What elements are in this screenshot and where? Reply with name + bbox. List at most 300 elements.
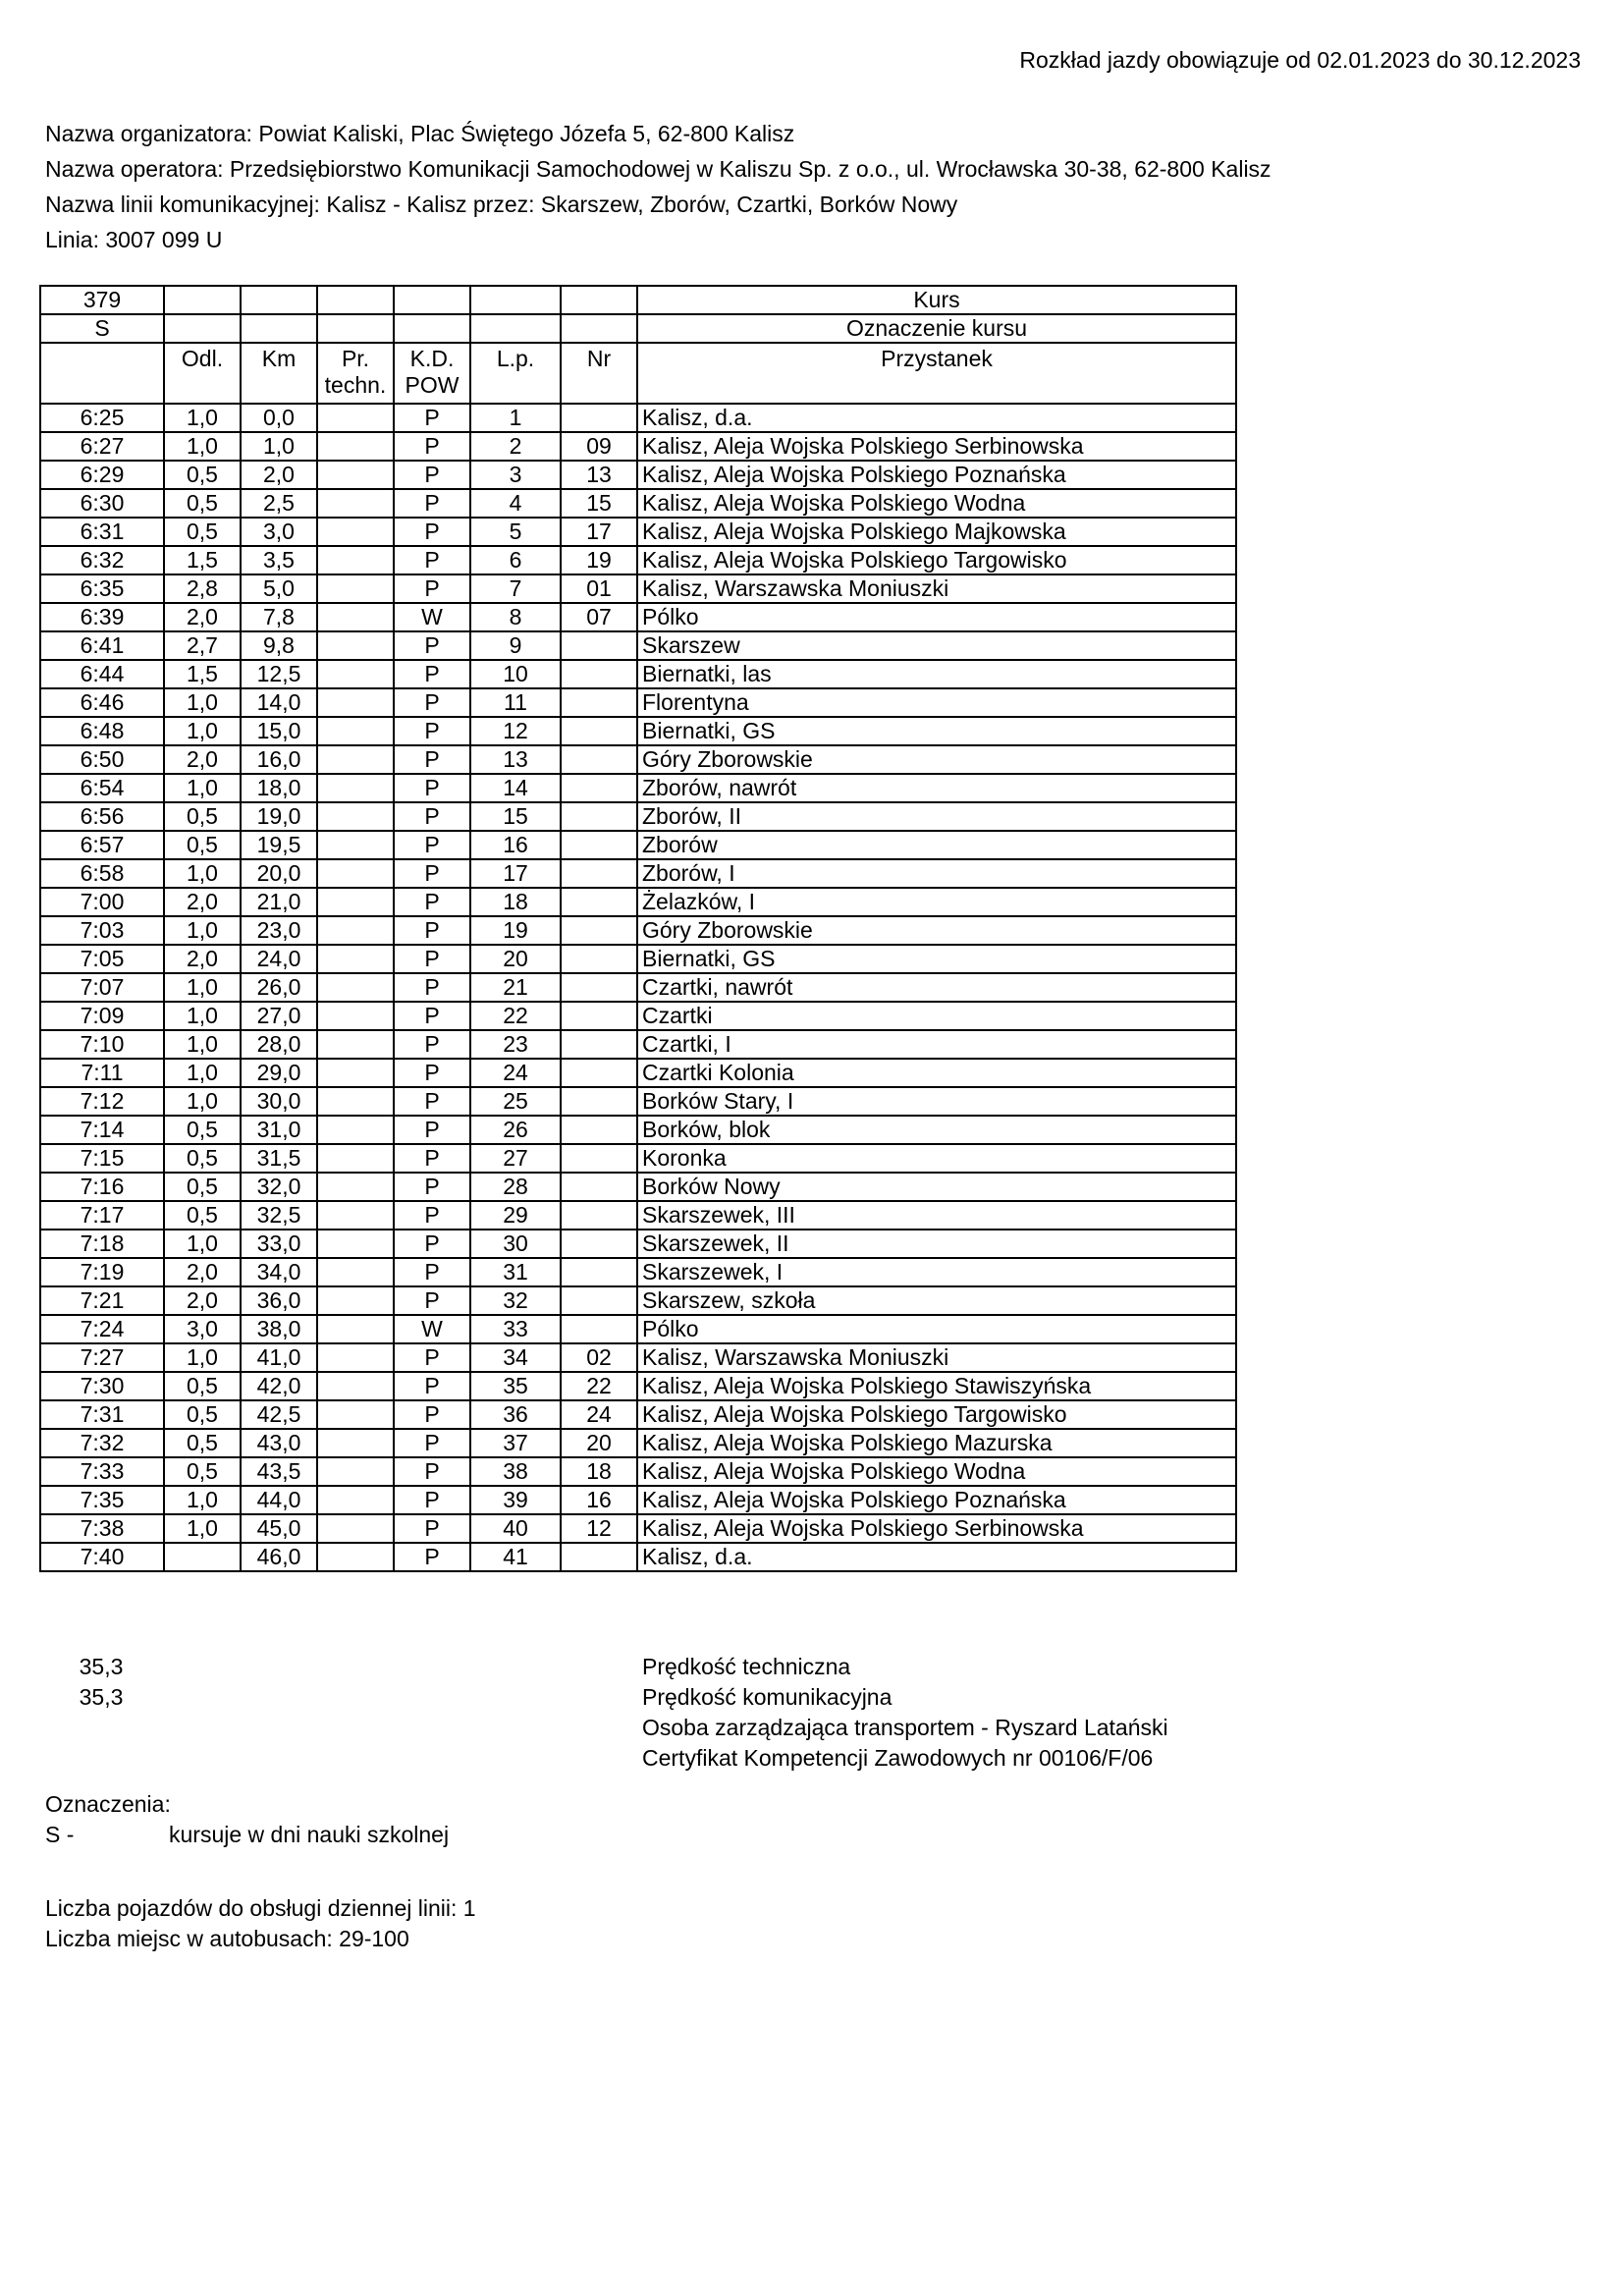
cell-stop: Żelazków, I bbox=[637, 888, 1236, 916]
cell-time: 7:12 bbox=[40, 1087, 164, 1116]
cell-lp: 10 bbox=[470, 660, 561, 688]
cell-nr: 02 bbox=[561, 1343, 637, 1372]
cell-time: 7:31 bbox=[40, 1400, 164, 1429]
cell-odl: 0,5 bbox=[164, 831, 241, 859]
cell-stop: Borków Stary, I bbox=[637, 1087, 1236, 1116]
certificate: Certyfikat Kompetencji Zawodowych nr 00106/F/06 bbox=[642, 1745, 1154, 1771]
cell-stop: Kalisz, Aleja Wojska Polskiego Serbinowska bbox=[637, 432, 1236, 461]
cell-pr-techn bbox=[317, 688, 394, 717]
cell-time: 7:18 bbox=[40, 1230, 164, 1258]
col-header-przystanek: Przystanek bbox=[637, 343, 1236, 404]
cell-time: 6:44 bbox=[40, 660, 164, 688]
cell-pr-techn bbox=[317, 1315, 394, 1343]
cell-nr: 01 bbox=[561, 574, 637, 603]
cell-lp: 17 bbox=[470, 859, 561, 888]
cell-odl: 0,5 bbox=[164, 1400, 241, 1429]
cell-kd-pow: P bbox=[394, 1457, 470, 1486]
cell-pr-techn bbox=[317, 1457, 394, 1486]
cell-time: 7:32 bbox=[40, 1429, 164, 1457]
cell-km: 43,5 bbox=[241, 1457, 317, 1486]
cell-stop: Zborów, I bbox=[637, 859, 1236, 888]
col-header-pr-techn: Pr. techn. bbox=[317, 343, 394, 404]
cell-odl: 0,5 bbox=[164, 1173, 241, 1201]
cell-odl: 1,0 bbox=[164, 1514, 241, 1543]
cell-nr bbox=[561, 631, 637, 660]
cell-odl: 1,0 bbox=[164, 774, 241, 802]
cell-lp: 24 bbox=[470, 1059, 561, 1087]
cell-km: 34,0 bbox=[241, 1258, 317, 1286]
cell-km: 31,5 bbox=[241, 1144, 317, 1173]
cell-lp: 16 bbox=[470, 831, 561, 859]
legend-description: kursuje w dni nauki szkolnej bbox=[169, 1822, 450, 1847]
cell-nr bbox=[561, 888, 637, 916]
table-row bbox=[40, 1372, 1236, 1400]
cell-nr: 12 bbox=[561, 1514, 637, 1543]
cell-lp: 21 bbox=[470, 973, 561, 1002]
cell-stop: Czartki Kolonia bbox=[637, 1059, 1236, 1087]
cell-odl: 0,5 bbox=[164, 1457, 241, 1486]
cell-pr-techn bbox=[317, 1087, 394, 1116]
table-row bbox=[40, 1059, 1236, 1087]
cell-kd-pow: P bbox=[394, 1372, 470, 1400]
cell-pr-techn bbox=[317, 1230, 394, 1258]
table-row bbox=[40, 1514, 1236, 1543]
cell-nr: 17 bbox=[561, 518, 637, 546]
cell-nr bbox=[561, 1258, 637, 1286]
cell-odl: 0,5 bbox=[164, 489, 241, 518]
comm-speed-value: 35,3 bbox=[79, 1684, 124, 1710]
cell-lp: 22 bbox=[470, 1002, 561, 1030]
table-row bbox=[40, 1258, 1236, 1286]
cell-time: 6:58 bbox=[40, 859, 164, 888]
cell-kd-pow: P bbox=[394, 1514, 470, 1543]
cell-stop: Czartki, I bbox=[637, 1030, 1236, 1059]
cell-kd-pow: P bbox=[394, 774, 470, 802]
table-row bbox=[40, 1173, 1236, 1201]
cell-lp: 6 bbox=[470, 546, 561, 574]
cell-km: 19,5 bbox=[241, 831, 317, 859]
cell-stop: Kalisz, Aleja Wojska Polskiego Targowisko bbox=[637, 1400, 1236, 1429]
cell-kd-pow: P bbox=[394, 1002, 470, 1030]
cell-km: 18,0 bbox=[241, 774, 317, 802]
cell-kd-pow: P bbox=[394, 432, 470, 461]
cell-odl: 1,5 bbox=[164, 546, 241, 574]
cell-lp: 32 bbox=[470, 1286, 561, 1315]
cell-pr-techn bbox=[317, 717, 394, 745]
cell-odl: 2,0 bbox=[164, 1286, 241, 1315]
cell-time: 7:24 bbox=[40, 1315, 164, 1343]
cell-lp: 29 bbox=[470, 1201, 561, 1230]
cell-km: 41,0 bbox=[241, 1343, 317, 1372]
cell-pr-techn bbox=[317, 660, 394, 688]
cell-km: 31,0 bbox=[241, 1116, 317, 1144]
cell-pr-techn bbox=[317, 859, 394, 888]
table-row bbox=[40, 1429, 1236, 1457]
cell-stop: Biernatki, GS bbox=[637, 945, 1236, 973]
cell-odl: 2,0 bbox=[164, 603, 241, 631]
cell-pr-techn bbox=[317, 631, 394, 660]
cell-lp: 27 bbox=[470, 1144, 561, 1173]
table-row bbox=[40, 916, 1236, 945]
cell-nr bbox=[561, 717, 637, 745]
cell-time: 7:27 bbox=[40, 1343, 164, 1372]
cell-kd-pow: P bbox=[394, 1059, 470, 1087]
cell-stop: Zborów bbox=[637, 831, 1236, 859]
cell-stop: Góry Zborowskie bbox=[637, 916, 1236, 945]
cell-time: 7:07 bbox=[40, 973, 164, 1002]
cell-pr-techn bbox=[317, 461, 394, 489]
cell-kd-pow: P bbox=[394, 1201, 470, 1230]
cell-stop: Koronka bbox=[637, 1144, 1236, 1173]
cell-kd-pow: P bbox=[394, 1230, 470, 1258]
cell-kd-pow: P bbox=[394, 717, 470, 745]
comm-speed-label: Prędkość komunikacyjna bbox=[642, 1684, 893, 1710]
cell-time: 7:16 bbox=[40, 1173, 164, 1201]
table-row bbox=[40, 631, 1236, 660]
cell-lp: 9 bbox=[470, 631, 561, 660]
cell-lp: 1 bbox=[470, 404, 561, 432]
cell-time: 6:31 bbox=[40, 518, 164, 546]
cell-lp: 12 bbox=[470, 717, 561, 745]
validity-period: Rozkład jazdy obowiązuje od 02.01.2023 do 30.12.2023 bbox=[1019, 47, 1581, 73]
cell-pr-techn bbox=[317, 831, 394, 859]
cell-time: 6:30 bbox=[40, 489, 164, 518]
cell-odl: 2,0 bbox=[164, 745, 241, 774]
cell-lp: 34 bbox=[470, 1343, 561, 1372]
cell-odl: 1,0 bbox=[164, 1343, 241, 1372]
cell-stop: Kalisz, Aleja Wojska Polskiego Stawiszyńska bbox=[637, 1372, 1236, 1400]
cell-nr bbox=[561, 1315, 637, 1343]
cell-stop: Kalisz, Aleja Wojska Polskiego Serbinowska bbox=[637, 1514, 1236, 1543]
table-row bbox=[40, 1343, 1236, 1372]
table-row bbox=[40, 1315, 1236, 1343]
col-header-odl: Odl. bbox=[164, 343, 241, 404]
cell-stop: Kalisz, Aleja Wojska Polskiego Targowisko bbox=[637, 546, 1236, 574]
cell-stop: Kalisz, Aleja Wojska Polskiego Wodna bbox=[637, 489, 1236, 518]
table-row bbox=[40, 859, 1236, 888]
table-row bbox=[40, 1286, 1236, 1315]
cell-km: 30,0 bbox=[241, 1087, 317, 1116]
cell-odl: 1,0 bbox=[164, 404, 241, 432]
cell-km: 12,5 bbox=[241, 660, 317, 688]
cell-lp: 4 bbox=[470, 489, 561, 518]
cell-pr-techn bbox=[317, 1343, 394, 1372]
cell-time: 7:19 bbox=[40, 1258, 164, 1286]
cell-kd-pow: P bbox=[394, 688, 470, 717]
cell-stop: Borków Nowy bbox=[637, 1173, 1236, 1201]
cell-odl: 0,5 bbox=[164, 1116, 241, 1144]
cell-nr bbox=[561, 973, 637, 1002]
cell-pr-techn bbox=[317, 802, 394, 831]
cell-lp: 31 bbox=[470, 1258, 561, 1286]
table-row bbox=[40, 1201, 1236, 1230]
header-oznaczenie-kursu: Oznaczenie kursu bbox=[637, 314, 1236, 343]
operator-line: Nazwa operatora: Przedsiębiorstwo Komunikacji Samochodowej w Kaliszu Sp. z o.o., ul. Wrocławska 30-38, 62-800 Kalisz bbox=[45, 156, 1271, 182]
cell-stop: Biernatki, las bbox=[637, 660, 1236, 688]
cell-stop: Kalisz, Aleja Wojska Polskiego Wodna bbox=[637, 1457, 1236, 1486]
cell-pr-techn bbox=[317, 1258, 394, 1286]
table-row bbox=[40, 945, 1236, 973]
table-row bbox=[40, 489, 1236, 518]
cell-odl: 1,0 bbox=[164, 432, 241, 461]
cell-nr bbox=[561, 831, 637, 859]
cell-odl: 2,8 bbox=[164, 574, 241, 603]
cell-lp: 39 bbox=[470, 1486, 561, 1514]
table-row bbox=[40, 802, 1236, 831]
table-row bbox=[40, 461, 1236, 489]
cell-stop: Pólko bbox=[637, 603, 1236, 631]
cell-pr-techn bbox=[317, 1116, 394, 1144]
cell-kd-pow: P bbox=[394, 916, 470, 945]
cell-nr bbox=[561, 802, 637, 831]
table-row bbox=[40, 831, 1236, 859]
cell-time: 6:39 bbox=[40, 603, 164, 631]
cell-stop: Góry Zborowskie bbox=[637, 745, 1236, 774]
cell-nr bbox=[561, 1173, 637, 1201]
cell-pr-techn bbox=[317, 1030, 394, 1059]
cell-time: 6:41 bbox=[40, 631, 164, 660]
cell-time: 6:25 bbox=[40, 404, 164, 432]
table-row bbox=[40, 774, 1236, 802]
cell-nr: 24 bbox=[561, 1400, 637, 1429]
cell-time: 7:14 bbox=[40, 1116, 164, 1144]
cell-nr: 20 bbox=[561, 1429, 637, 1457]
cell-odl: 0,5 bbox=[164, 461, 241, 489]
table-row bbox=[40, 1230, 1236, 1258]
cell-odl: 1,0 bbox=[164, 1030, 241, 1059]
tech-speed-value: 35,3 bbox=[79, 1654, 124, 1679]
cell-km: 7,8 bbox=[241, 603, 317, 631]
cell-odl: 1,0 bbox=[164, 1059, 241, 1087]
table-row bbox=[40, 1400, 1236, 1429]
cell-nr: 07 bbox=[561, 603, 637, 631]
cell-odl: 0,5 bbox=[164, 1144, 241, 1173]
cell-km: 32,5 bbox=[241, 1201, 317, 1230]
cell-nr bbox=[561, 1286, 637, 1315]
cell-pr-techn bbox=[317, 432, 394, 461]
cell-nr bbox=[561, 1002, 637, 1030]
cell-kd-pow: W bbox=[394, 1315, 470, 1343]
cell-pr-techn bbox=[317, 774, 394, 802]
cell-time: 7:00 bbox=[40, 888, 164, 916]
cell-pr-techn bbox=[317, 1059, 394, 1087]
timetable bbox=[39, 285, 1237, 1572]
legend bbox=[45, 1789, 449, 1850]
cell-km: 3,5 bbox=[241, 546, 317, 574]
cell-km: 28,0 bbox=[241, 1030, 317, 1059]
cell-pr-techn bbox=[317, 518, 394, 546]
cell-nr bbox=[561, 1230, 637, 1258]
cell-lp: 2 bbox=[470, 432, 561, 461]
cell-km: 32,0 bbox=[241, 1173, 317, 1201]
cell-pr-techn bbox=[317, 1400, 394, 1429]
cell-km: 26,0 bbox=[241, 973, 317, 1002]
cell-odl: 1,0 bbox=[164, 1002, 241, 1030]
cell-kd-pow: P bbox=[394, 1030, 470, 1059]
cell-nr: 15 bbox=[561, 489, 637, 518]
cell-kd-pow: P bbox=[394, 461, 470, 489]
cell-odl: 1,5 bbox=[164, 660, 241, 688]
table-row bbox=[40, 745, 1236, 774]
table-row bbox=[40, 432, 1236, 461]
cell-pr-techn bbox=[317, 1514, 394, 1543]
cell-stop: Kalisz, Aleja Wojska Polskiego Poznańska bbox=[637, 461, 1236, 489]
cell-stop: Pólko bbox=[637, 1315, 1236, 1343]
cell-time: 6:32 bbox=[40, 546, 164, 574]
cell-pr-techn bbox=[317, 1429, 394, 1457]
cell-odl: 3,0 bbox=[164, 1315, 241, 1343]
cell-km: 36,0 bbox=[241, 1286, 317, 1315]
cell-pr-techn bbox=[317, 489, 394, 518]
cell-stop: Kalisz, Aleja Wojska Polskiego Majkowska bbox=[637, 518, 1236, 546]
cell-km: 44,0 bbox=[241, 1486, 317, 1514]
cell-time: 6:48 bbox=[40, 717, 164, 745]
cell-pr-techn bbox=[317, 945, 394, 973]
cell-stop: Kalisz, Aleja Wojska Polskiego Mazurska bbox=[637, 1429, 1236, 1457]
cell-pr-techn bbox=[317, 603, 394, 631]
cell-lp: 35 bbox=[470, 1372, 561, 1400]
cell-time: 7:10 bbox=[40, 1030, 164, 1059]
cell-km: 2,5 bbox=[241, 489, 317, 518]
cell-nr bbox=[561, 774, 637, 802]
cell-kd-pow: P bbox=[394, 546, 470, 574]
cell-odl: 0,5 bbox=[164, 1372, 241, 1400]
table-row bbox=[40, 1116, 1236, 1144]
legend-symbol: S - bbox=[45, 1822, 75, 1847]
cell-pr-techn bbox=[317, 745, 394, 774]
cell-pr-techn bbox=[317, 973, 394, 1002]
cell-time: 6:56 bbox=[40, 802, 164, 831]
cell-lp: 15 bbox=[470, 802, 561, 831]
cell-km: 43,0 bbox=[241, 1429, 317, 1457]
cell-stop: Kalisz, Warszawska Moniuszki bbox=[637, 1343, 1236, 1372]
cell-pr-techn bbox=[317, 1173, 394, 1201]
cell-odl: 1,0 bbox=[164, 717, 241, 745]
cell-pr-techn bbox=[317, 546, 394, 574]
cell-odl: 1,0 bbox=[164, 1230, 241, 1258]
cell-nr bbox=[561, 688, 637, 717]
cell-odl: 2,0 bbox=[164, 945, 241, 973]
cell-km: 45,0 bbox=[241, 1514, 317, 1543]
cell-km: 15,0 bbox=[241, 717, 317, 745]
cell-odl: 2,0 bbox=[164, 888, 241, 916]
cell-kd-pow: P bbox=[394, 831, 470, 859]
cell-kd-pow: P bbox=[394, 489, 470, 518]
cell-nr: 19 bbox=[561, 546, 637, 574]
cell-odl: 1,0 bbox=[164, 1486, 241, 1514]
cell-time: 6:54 bbox=[40, 774, 164, 802]
cell-km: 16,0 bbox=[241, 745, 317, 774]
cell-lp: 13 bbox=[470, 745, 561, 774]
cell-odl: 1,0 bbox=[164, 688, 241, 717]
cell-time: 7:17 bbox=[40, 1201, 164, 1230]
cell-km: 46,0 bbox=[241, 1543, 317, 1571]
cell-odl: 0,5 bbox=[164, 1429, 241, 1457]
cell-odl: 1,0 bbox=[164, 916, 241, 945]
cell-time: 6:27 bbox=[40, 432, 164, 461]
table-row bbox=[40, 574, 1236, 603]
cell-kd-pow: P bbox=[394, 859, 470, 888]
course-mark: S bbox=[40, 314, 164, 343]
cell-lp: 3 bbox=[470, 461, 561, 489]
cell-stop: Skarszewek, II bbox=[637, 1230, 1236, 1258]
cell-lp: 19 bbox=[470, 916, 561, 945]
cell-odl bbox=[164, 1543, 241, 1571]
cell-km: 24,0 bbox=[241, 945, 317, 973]
line-info bbox=[45, 116, 1271, 257]
cell-nr bbox=[561, 660, 637, 688]
cell-kd-pow: P bbox=[394, 1343, 470, 1372]
header-row-columns bbox=[40, 343, 1236, 404]
cell-kd-pow: P bbox=[394, 1543, 470, 1571]
cell-lp: 28 bbox=[470, 1173, 561, 1201]
cell-time: 6:29 bbox=[40, 461, 164, 489]
cell-kd-pow: P bbox=[394, 1286, 470, 1315]
cell-pr-techn bbox=[317, 1486, 394, 1514]
cell-km: 3,0 bbox=[241, 518, 317, 546]
cell-lp: 38 bbox=[470, 1457, 561, 1486]
cell-kd-pow: P bbox=[394, 945, 470, 973]
col-header-km: Km bbox=[241, 343, 317, 404]
header-kurs: Kurs bbox=[637, 286, 1236, 314]
cell-nr bbox=[561, 945, 637, 973]
table-row bbox=[40, 1486, 1236, 1514]
line-number: Linia: 3007 099 U bbox=[45, 227, 223, 252]
cell-odl: 1,0 bbox=[164, 1087, 241, 1116]
table-row bbox=[40, 717, 1236, 745]
cell-odl: 0,5 bbox=[164, 1201, 241, 1230]
cell-lp: 30 bbox=[470, 1230, 561, 1258]
cell-nr: 09 bbox=[561, 432, 637, 461]
tech-speed-label: Prędkość techniczna bbox=[642, 1654, 851, 1679]
vehicle-count: Liczba pojazdów do obsługi dziennej linii: 1 bbox=[45, 1895, 476, 1921]
cell-km: 19,0 bbox=[241, 802, 317, 831]
cell-lp: 25 bbox=[470, 1087, 561, 1116]
cell-stop: Czartki bbox=[637, 1002, 1236, 1030]
cell-time: 7:33 bbox=[40, 1457, 164, 1486]
table-row bbox=[40, 1030, 1236, 1059]
table-row bbox=[40, 973, 1236, 1002]
col-header-nr: Nr bbox=[561, 343, 637, 404]
cell-lp: 11 bbox=[470, 688, 561, 717]
cell-nr bbox=[561, 1059, 637, 1087]
cell-lp: 7 bbox=[470, 574, 561, 603]
col-header-lp: L.p. bbox=[470, 343, 561, 404]
cell-time: 7:35 bbox=[40, 1486, 164, 1514]
header-row-course bbox=[40, 286, 1236, 314]
cell-km: 5,0 bbox=[241, 574, 317, 603]
cell-km: 29,0 bbox=[241, 1059, 317, 1087]
cell-nr bbox=[561, 1030, 637, 1059]
cell-stop: Zborów, nawrót bbox=[637, 774, 1236, 802]
table-row bbox=[40, 1087, 1236, 1116]
cell-stop: Kalisz, d.a. bbox=[637, 404, 1236, 432]
cell-pr-techn bbox=[317, 1543, 394, 1571]
cell-stop: Skarszewek, I bbox=[637, 1258, 1236, 1286]
cell-pr-techn bbox=[317, 574, 394, 603]
cell-nr bbox=[561, 1201, 637, 1230]
cell-lp: 8 bbox=[470, 603, 561, 631]
table-row bbox=[40, 1002, 1236, 1030]
cell-time: 7:21 bbox=[40, 1286, 164, 1315]
cell-lp: 18 bbox=[470, 888, 561, 916]
cell-stop: Skarszewek, III bbox=[637, 1201, 1236, 1230]
cell-stop: Kalisz, Warszawska Moniuszki bbox=[637, 574, 1236, 603]
cell-stop: Skarszew bbox=[637, 631, 1236, 660]
cell-nr bbox=[561, 1543, 637, 1571]
cell-km: 38,0 bbox=[241, 1315, 317, 1343]
cell-kd-pow: P bbox=[394, 1087, 470, 1116]
